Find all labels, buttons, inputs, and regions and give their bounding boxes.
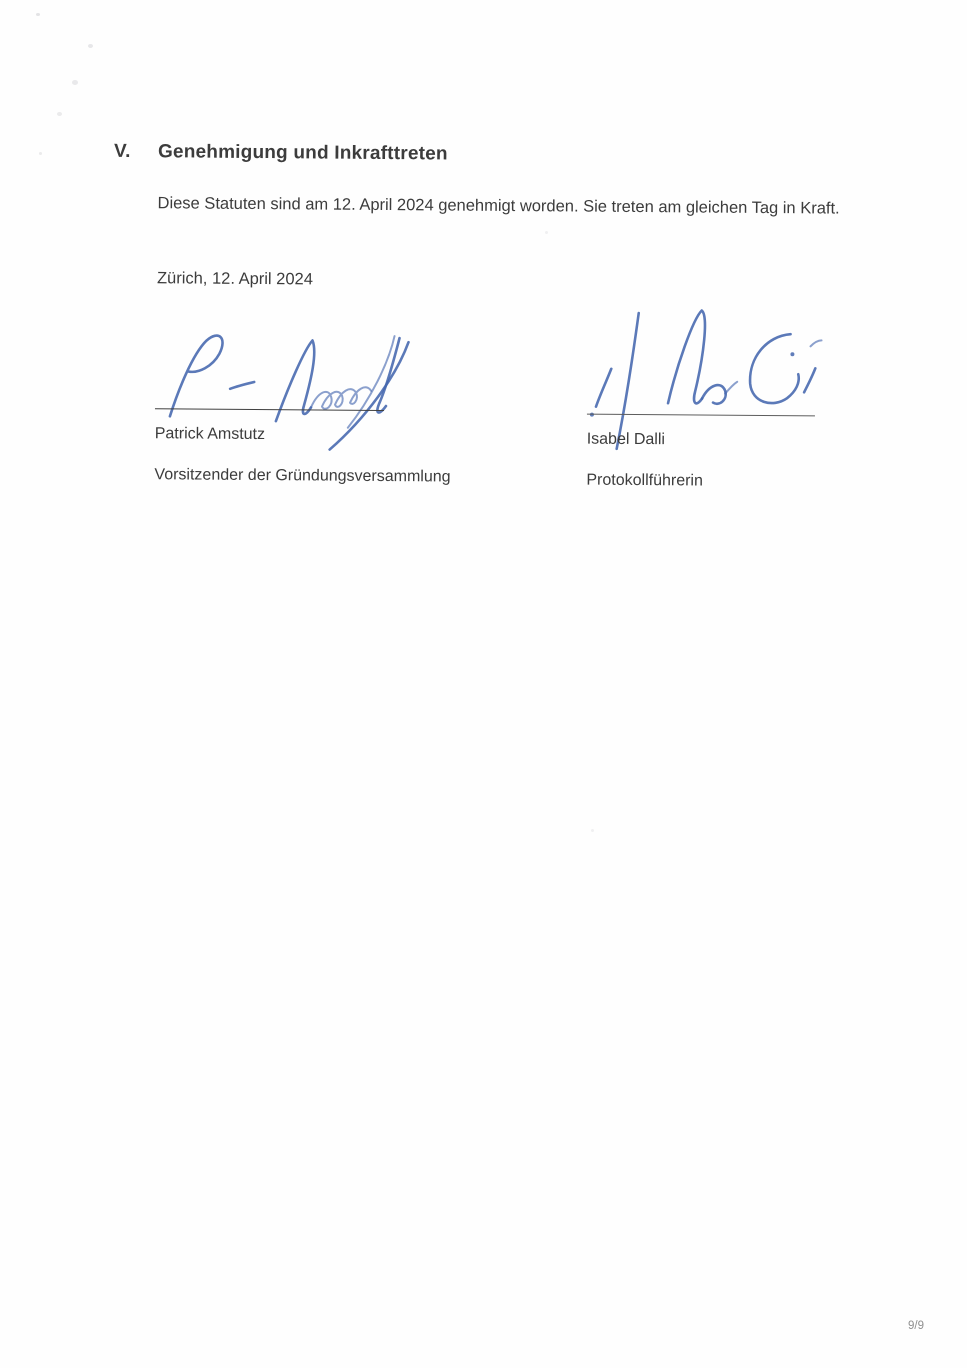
signatory-role-right: Protokollführerin — [586, 471, 703, 490]
approval-paragraph: Diese Statuten sind am 12. April 2024 genehmigt worden. Sie treten am gleichen Tag in Kraft. — [157, 194, 840, 218]
signatory-name-right: Isabel Dalli — [586, 430, 666, 449]
place-date-line: Zürich, 12. April 2024 — [156, 269, 313, 289]
section-heading-row — [114, 141, 448, 166]
section-number: V. — [113, 140, 131, 163]
signature-line-left — [155, 408, 384, 411]
signature-line-right — [587, 414, 815, 417]
signatory-role-left: Vorsitzender der Gründungsversammlung — [154, 466, 451, 486]
page-number: 9/9 — [908, 1320, 924, 1332]
signatory-name-left: Patrick Amstutz — [154, 425, 266, 444]
section-heading: Genehmigung und Inkrafttreten — [157, 141, 448, 165]
